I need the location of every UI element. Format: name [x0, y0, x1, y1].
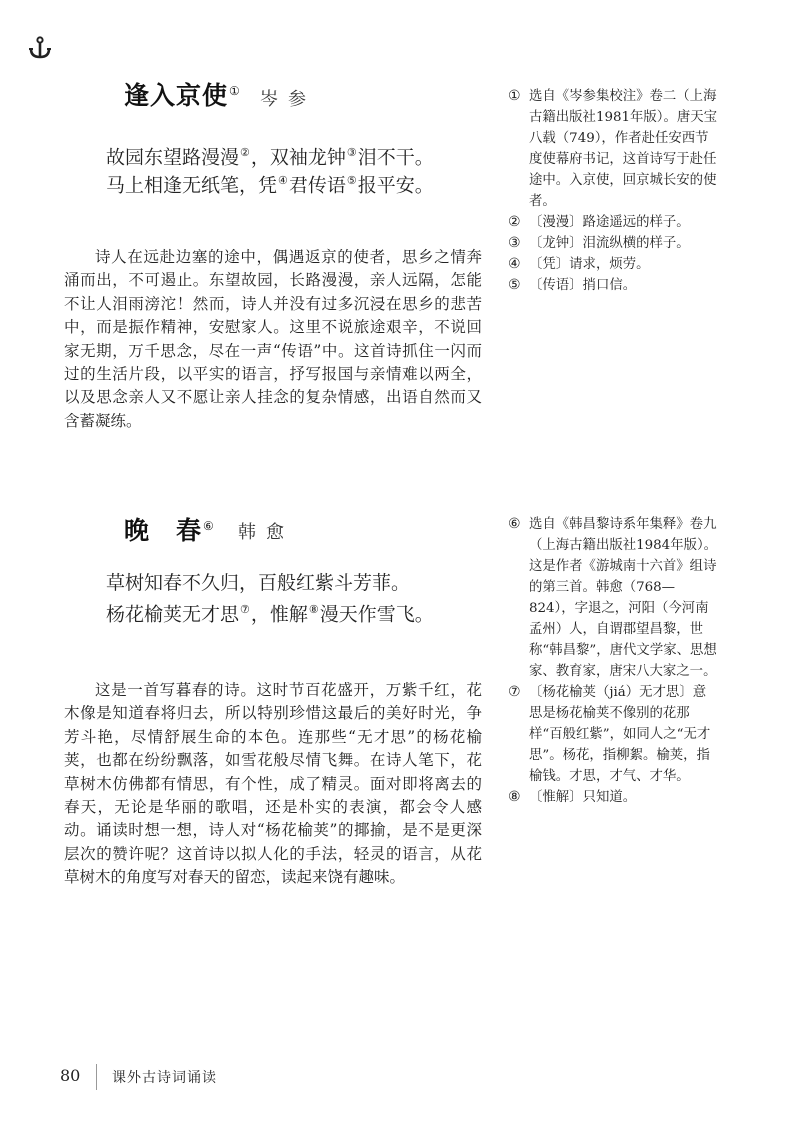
footnote: ⑤ 〔传语〕捎口信。	[508, 277, 637, 293]
verse-line: 草树知春不久归，百般红紫斗芳菲。	[106, 572, 411, 594]
poem-title	[124, 76, 241, 112]
poem-title	[124, 511, 215, 547]
notes-column	[508, 514, 718, 808]
footnote: ⑥ 选自《韩昌黎诗系年集释》卷九（上海古籍出版社1984年版）。这是作者《游城南十六首》组诗的第三首。韩愈（768—824），字退之，河阳（今河南孟州）人，自谓郡望昌黎，世称“韩昌黎”，唐代文学家、思想家、教育家，唐宋八大家之一。	[508, 516, 718, 679]
verse-line: 杨花榆荚无才思⑦，惟解⑧漫天作雪飞。	[106, 603, 434, 626]
verse-line: 故园东望路漫漫②，双袖龙钟③泪不干。	[106, 146, 434, 169]
commentary	[64, 679, 482, 890]
footnote: ③ 〔龙钟〕泪流纵横的样子。	[508, 235, 690, 251]
notes-column	[508, 86, 718, 296]
page-number: 80	[60, 1066, 81, 1085]
commentary	[64, 246, 482, 433]
poem-author: 岑参	[260, 89, 316, 110]
note-marker: ①	[229, 83, 241, 98]
book-title: 课外古诗词诵读	[112, 1070, 217, 1086]
footnote: ② 〔漫漫〕路途遥远的样子。	[508, 214, 690, 230]
footnote: ⑧ 〔惟解〕只知道。	[508, 789, 637, 805]
verse-line: 马上相逢无纸笔，凭④君传语⑤报平安。	[106, 174, 434, 197]
poem-author: 韩愈	[238, 522, 294, 543]
poem-title-text: 逢入京使	[124, 81, 229, 110]
footnote: ⑦ 〔杨花榆荚（jiá）无才思〕意思是杨花榆荚不像别的花那样“百般红紫”，如同人之“无才思”。杨花，指柳絮。榆荚，指榆钱。才思，才气、才华。	[508, 684, 711, 784]
poem-title-text: 晚 春	[124, 516, 203, 545]
footnote: ④ 〔凭〕请求，烦劳。	[508, 256, 650, 272]
footnote: ① 选自《岑参集校注》卷二（上海古籍出版社1981年版）。唐天宝八载（749），作者赴任安西节度使幕府书记，这首诗写于赴任途中。入京使，回京城长安的使者。	[508, 88, 718, 209]
anchor-icon	[28, 36, 52, 60]
commentary-text: 诗人在远赴边塞的途中，偶遇返京的使者，思乡之情奔涌而出，不可遏止。东望故园，长路漫漫，亲人远隔，怎能不让人泪雨滂沱！然而，诗人并没有过多沉浸在思乡的悲苦中，而是振作精神，安慰家人。这里不说旅途艰辛，不说回家无期，万千思念，尽在一声“传语”中。这首诗抓住一闪而过的生活片段，以平实的语言，抒写报国与亲情难以两全，以及思念亲人又不愿让亲人挂念的复杂情感，出语自然而又含蓄凝练。	[64, 248, 482, 430]
footer-divider	[96, 1064, 97, 1090]
commentary-text: 这是一首写暮春的诗。这时节百花盛开，万紫千红，花木像是知道春将归去，所以特别珍惜这最后的美好时光，争芳斗艳，尽情舒展生命的本色。连那些“无才思”的杨花榆荚，也都在纷纷飘落，如雪花般尽情飞舞。在诗人笔下，花草树木仿佛都有情思，有个性，成了精灵。面对即将离去的春天，无论是华丽的歌唱，还是朴实的表演，都会令人感动。诵读时想一想，诗人对“杨花榆荚”的揶揄，是不是更深层次的赞许呢？这首诗以拟人化的手法，轻灵的语言，从花草树木的角度写对春天的留恋，读起来饶有趣味。	[64, 681, 482, 887]
note-marker: ⑥	[203, 518, 215, 533]
